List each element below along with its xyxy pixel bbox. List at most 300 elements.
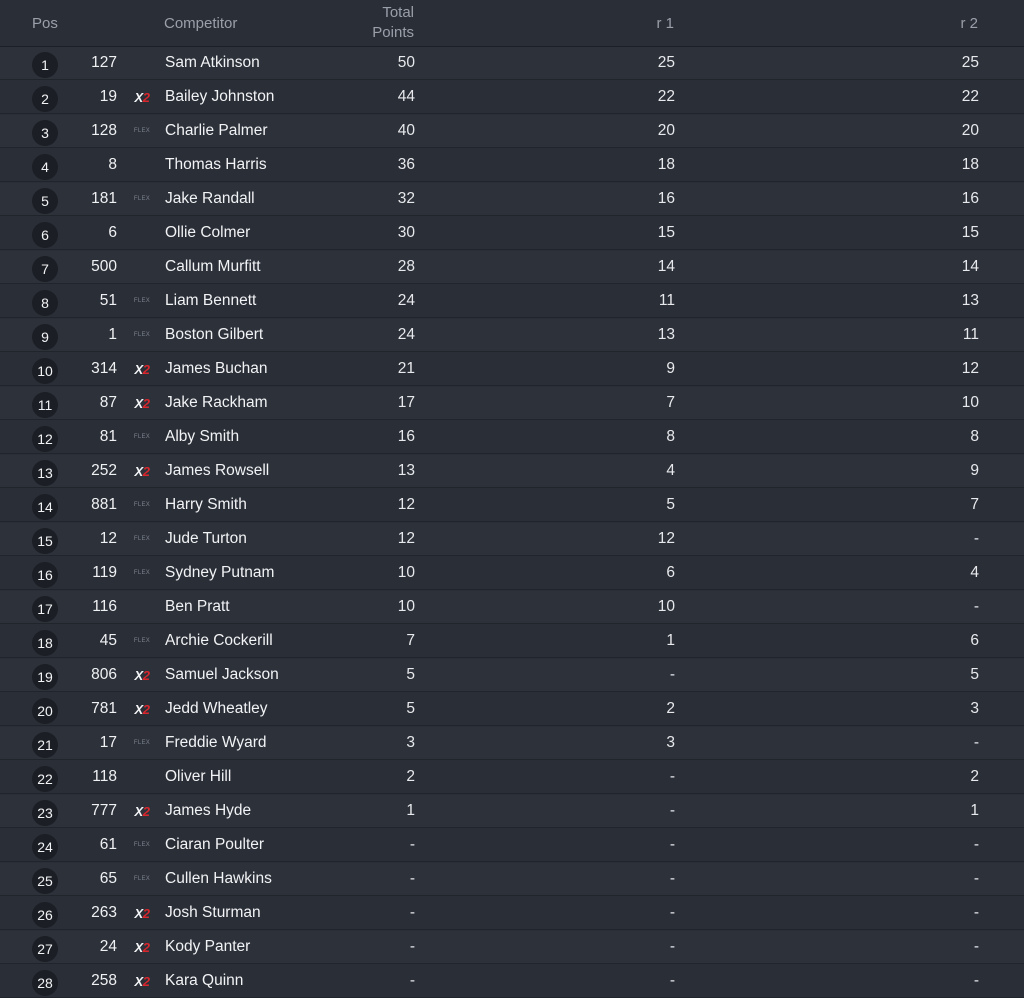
position-cell: [31, 81, 59, 113]
round-1-points: 11: [658, 292, 675, 309]
x2-logo-2: 2: [142, 667, 150, 683]
position-badge: 12: [32, 426, 58, 452]
total-points: 32: [397, 190, 415, 207]
competitor-name[interactable]: Josh Sturman: [165, 904, 261, 921]
x2-logo-x: X: [134, 939, 143, 955]
table-row[interactable]: [0, 115, 1024, 148]
competitor-number: 127: [91, 54, 117, 71]
table-row[interactable]: [0, 829, 1024, 862]
position-cell: [31, 863, 59, 895]
round-2-points: 10: [961, 394, 979, 411]
competitor-number: 881: [91, 496, 117, 513]
total-points: 16: [397, 428, 415, 445]
total-points: 44: [397, 88, 415, 105]
flex-badge-icon: [130, 727, 154, 759]
flex-badge-icon: [130, 285, 154, 317]
table-row[interactable]: [0, 591, 1024, 624]
round-2-points: -: [973, 972, 979, 989]
competitor-name[interactable]: Callum Murfitt: [165, 258, 261, 275]
round-1-points: 4: [666, 462, 675, 479]
total-points: 50: [397, 54, 415, 71]
flex-logo-icon: FLEX: [133, 332, 151, 338]
table-row[interactable]: [0, 931, 1024, 964]
table-row[interactable]: [0, 387, 1024, 420]
total-points: 5: [406, 666, 415, 683]
flex-badge-icon: [130, 319, 154, 351]
position-badge: 1: [32, 52, 58, 78]
round-1-points: -: [669, 666, 675, 683]
x2-logo-icon: [135, 906, 150, 921]
round-1-points: 20: [657, 122, 675, 139]
table-row[interactable]: [0, 625, 1024, 658]
total-points: 17: [397, 394, 415, 411]
flex-badge-icon: [130, 183, 154, 215]
x2-badge-icon: [130, 931, 154, 963]
competitor-name[interactable]: Ben Pratt: [165, 598, 230, 615]
position-cell: [31, 965, 59, 997]
x2-logo-x: X: [134, 395, 143, 411]
round-2-points: 5: [970, 666, 979, 683]
round-1-points: -: [669, 938, 675, 955]
table-row[interactable]: [0, 523, 1024, 556]
total-points: 40: [397, 122, 415, 139]
x2-logo-icon: [135, 974, 150, 989]
round-2-points: 20: [961, 122, 979, 139]
x2-logo-x: X: [134, 89, 143, 105]
round-2-points: 25: [961, 54, 979, 71]
position-badge: 18: [32, 630, 58, 656]
total-points: 36: [397, 156, 415, 173]
competitor-name[interactable]: James Hyde: [165, 802, 252, 819]
table-body: [0, 47, 1024, 998]
position-cell: [31, 183, 59, 215]
total-points: 2: [406, 768, 415, 785]
position-cell: [31, 387, 59, 419]
round-1-points: 13: [657, 326, 675, 343]
competitor-number: 500: [91, 258, 117, 275]
position-badge: 21: [32, 732, 58, 758]
competitor-name[interactable]: Jedd Wheatley: [165, 700, 268, 717]
position-cell: [31, 115, 59, 147]
total-points: -: [409, 972, 415, 989]
competitor-name[interactable]: Ciaran Poulter: [165, 836, 265, 853]
competitor-name[interactable]: Ollie Colmer: [165, 224, 251, 241]
table-row[interactable]: [0, 795, 1024, 828]
position-badge: 4: [32, 154, 58, 180]
competitor-number: 314: [91, 360, 117, 377]
round-1-points: -: [669, 802, 675, 819]
round-1-points: 14: [657, 258, 675, 275]
x2-logo-2: 2: [142, 463, 150, 479]
x2-logo-2: 2: [142, 973, 150, 989]
competitor-number: 51: [99, 292, 117, 309]
round-2-points: 2: [970, 768, 979, 785]
x2-logo-x: X: [134, 463, 143, 479]
position-cell: [31, 659, 59, 691]
round-1-points: 16: [657, 190, 675, 207]
position-badge: 5: [32, 188, 58, 214]
position-badge: 16: [32, 562, 58, 588]
competitor-name[interactable]: Jake Rackham: [165, 394, 268, 411]
header-competitor[interactable]: Competitor: [164, 14, 238, 32]
position-cell: [31, 591, 59, 623]
total-points: 30: [397, 224, 415, 241]
round-1-points: 25: [657, 54, 675, 71]
x2-logo-2: 2: [142, 939, 150, 955]
position-cell: [31, 251, 59, 283]
competitor-number: 8: [108, 156, 117, 173]
position-badge: 26: [32, 902, 58, 928]
round-1-points: 18: [657, 156, 675, 173]
position-cell: [31, 727, 59, 759]
competitor-number: 128: [91, 122, 117, 139]
flex-badge-icon: [130, 421, 154, 453]
competitor-name[interactable]: Bailey Johnston: [165, 88, 275, 105]
competitor-name[interactable]: Oliver Hill: [165, 768, 232, 785]
round-1-points: 9: [666, 360, 675, 377]
position-badge: 28: [32, 970, 58, 996]
round-1-points: 5: [666, 496, 675, 513]
position-cell: [31, 489, 59, 521]
badge-empty: [130, 761, 154, 793]
position-cell: [31, 693, 59, 725]
competitor-number: 12: [99, 530, 117, 547]
position-badge: 17: [32, 596, 58, 622]
position-cell: [31, 795, 59, 827]
round-2-points: -: [973, 870, 979, 887]
badge-empty: [130, 251, 154, 283]
x2-badge-icon: [130, 693, 154, 725]
round-1-points: 6: [666, 564, 675, 581]
header-pos[interactable]: Pos: [32, 14, 58, 32]
x2-badge-icon: [130, 81, 154, 113]
position-badge: 14: [32, 494, 58, 520]
total-points: -: [409, 836, 415, 853]
flex-logo-icon: FLEX: [133, 876, 151, 882]
competitor-number: 61: [99, 836, 117, 853]
round-2-points: 22: [961, 88, 979, 105]
flex-logo-icon: FLEX: [133, 842, 151, 848]
round-2-points: -: [973, 734, 979, 751]
round-2-points: 6: [970, 632, 979, 649]
table-row[interactable]: [0, 149, 1024, 182]
competitor-number: 118: [92, 768, 117, 785]
round-2-points: 14: [961, 258, 979, 275]
round-1-points: -: [669, 836, 675, 853]
badge-empty: [130, 47, 154, 79]
flex-badge-icon: [130, 523, 154, 555]
competitor-name[interactable]: Thomas Harris: [165, 156, 267, 173]
table-row[interactable]: [0, 897, 1024, 930]
x2-badge-icon: [130, 659, 154, 691]
x2-logo-x: X: [134, 973, 143, 989]
round-2-points: 8: [970, 428, 979, 445]
x2-logo-x: X: [134, 905, 143, 921]
competitor-name[interactable]: Alby Smith: [165, 428, 240, 445]
position-badge: 20: [32, 698, 58, 724]
competitor-name[interactable]: James Buchan: [165, 360, 268, 377]
table-row[interactable]: [0, 863, 1024, 896]
competitor-name[interactable]: Sam Atkinson: [165, 54, 260, 71]
position-badge: 11: [32, 392, 58, 418]
table-row[interactable]: [0, 217, 1024, 250]
table-row[interactable]: [0, 285, 1024, 318]
position-badge: 27: [32, 936, 58, 962]
table-row[interactable]: [0, 47, 1024, 80]
x2-logo-icon: [135, 464, 150, 479]
position-cell: [31, 761, 59, 793]
round-2-points: 9: [970, 462, 979, 479]
position-badge: 19: [32, 664, 58, 690]
total-points: 12: [397, 530, 415, 547]
total-points: -: [409, 904, 415, 921]
total-points: 12: [397, 496, 415, 513]
flex-badge-icon: [130, 829, 154, 861]
table-row[interactable]: [0, 455, 1024, 488]
table-header: [0, 0, 1024, 47]
competitor-name[interactable]: Samuel Jackson: [165, 666, 279, 683]
round-2-points: -: [973, 598, 979, 615]
position-cell: [31, 319, 59, 351]
position-badge: 8: [32, 290, 58, 316]
position-badge: 2: [32, 86, 58, 112]
round-2-points: 11: [962, 326, 979, 343]
badge-empty: [130, 591, 154, 623]
competitor-number: 781: [91, 700, 117, 717]
position-badge: 10: [32, 358, 58, 384]
position-cell: [31, 149, 59, 181]
competitor-name[interactable]: Freddie Wyard: [165, 734, 267, 751]
x2-badge-icon: [130, 897, 154, 929]
competitor-number: 19: [99, 88, 117, 105]
position-cell: [31, 421, 59, 453]
position-cell: [31, 285, 59, 317]
competitor-number: 119: [92, 564, 117, 581]
x2-badge-icon: [130, 965, 154, 997]
x2-logo-2: 2: [142, 803, 150, 819]
competitor-name[interactable]: Jake Randall: [165, 190, 255, 207]
x2-logo-2: 2: [142, 361, 150, 377]
position-cell: [31, 557, 59, 589]
round-1-points: -: [669, 904, 675, 921]
competitor-name[interactable]: Kody Panter: [165, 938, 251, 955]
flex-logo-icon: FLEX: [133, 570, 151, 576]
round-1-points: 2: [666, 700, 675, 717]
flex-logo-icon: FLEX: [133, 502, 151, 508]
header-r2[interactable]: r 2: [960, 14, 978, 32]
flex-logo-icon: FLEX: [133, 434, 151, 440]
x2-logo-icon: [135, 362, 150, 377]
table-row[interactable]: [0, 557, 1024, 590]
position-badge: 15: [32, 528, 58, 554]
position-badge: 24: [32, 834, 58, 860]
x2-logo-2: 2: [142, 395, 150, 411]
flex-logo-icon: FLEX: [133, 128, 151, 134]
round-2-points: -: [973, 904, 979, 921]
total-points: 21: [397, 360, 415, 377]
total-points: -: [409, 938, 415, 955]
competitor-number: 87: [99, 394, 117, 411]
x2-logo-2: 2: [142, 89, 150, 105]
competitor-number: 81: [99, 428, 117, 445]
header-r1[interactable]: r 1: [656, 14, 674, 32]
header-total-line1: Total: [382, 4, 414, 21]
badge-empty: [130, 149, 154, 181]
competitor-name[interactable]: Cullen Hawkins: [165, 870, 272, 887]
total-points: 10: [397, 598, 415, 615]
competitor-number: 24: [99, 938, 117, 955]
competitor-number: 252: [91, 462, 117, 479]
round-2-points: 4: [970, 564, 979, 581]
round-2-points: 18: [961, 156, 979, 173]
round-1-points: 1: [666, 632, 675, 649]
competitor-number: 181: [91, 190, 117, 207]
position-cell: [31, 829, 59, 861]
flex-logo-icon: FLEX: [133, 740, 151, 746]
position-badge: 23: [32, 800, 58, 826]
round-2-points: 1: [970, 802, 979, 819]
table-row[interactable]: [0, 761, 1024, 794]
position-cell: [31, 625, 59, 657]
position-badge: 9: [32, 324, 58, 350]
competitor-number: 263: [91, 904, 117, 921]
competitor-name[interactable]: Jude Turton: [165, 530, 247, 547]
total-points: 28: [397, 258, 415, 275]
x2-logo-x: X: [134, 701, 143, 717]
round-1-points: 22: [657, 88, 675, 105]
position-cell: [31, 353, 59, 385]
table-row[interactable]: [0, 353, 1024, 386]
competitor-number: 45: [99, 632, 117, 649]
position-cell: [31, 455, 59, 487]
competitor-name[interactable]: Kara Quinn: [165, 972, 244, 989]
competitor-name[interactable]: Boston Gilbert: [165, 326, 264, 343]
x2-logo-x: X: [134, 361, 143, 377]
round-2-points: 3: [970, 700, 979, 717]
total-points: 3: [406, 734, 415, 751]
competitor-number: 777: [91, 802, 117, 819]
position-badge: 13: [32, 460, 58, 486]
total-points: 10: [397, 564, 415, 581]
round-2-points: -: [973, 836, 979, 853]
table-row[interactable]: [0, 693, 1024, 726]
x2-logo-x: X: [134, 667, 143, 683]
x2-logo-icon: [135, 90, 150, 105]
competitor-number: 6: [108, 224, 117, 241]
total-points: 1: [406, 802, 415, 819]
header-total-line2: Points: [372, 24, 414, 41]
competitor-number: 116: [92, 598, 117, 615]
table-row[interactable]: [0, 965, 1024, 998]
table-row[interactable]: [0, 489, 1024, 522]
position-cell: [31, 931, 59, 963]
x2-logo-icon: [135, 396, 150, 411]
competitor-number: 65: [99, 870, 117, 887]
header-total-points[interactable]: [334, 0, 414, 46]
round-1-points: 8: [666, 428, 675, 445]
badge-empty: [130, 217, 154, 249]
round-1-points: 7: [666, 394, 675, 411]
x2-logo-icon: [135, 668, 150, 683]
round-2-points: -: [973, 938, 979, 955]
x2-logo-x: X: [134, 803, 143, 819]
position-cell: [31, 47, 59, 79]
x2-logo-icon: [135, 804, 150, 819]
total-points: 13: [397, 462, 415, 479]
x2-badge-icon: [130, 353, 154, 385]
round-2-points: 12: [961, 360, 979, 377]
total-points: 24: [397, 326, 415, 343]
flex-logo-icon: FLEX: [133, 638, 151, 644]
table-row[interactable]: [0, 727, 1024, 760]
round-2-points: 15: [961, 224, 979, 241]
position-cell: [31, 897, 59, 929]
round-2-points: -: [973, 530, 979, 547]
total-points: 24: [397, 292, 415, 309]
flex-badge-icon: [130, 625, 154, 657]
x2-logo-icon: [135, 940, 150, 955]
flex-badge-icon: [130, 115, 154, 147]
competitor-number: 258: [91, 972, 117, 989]
x2-badge-icon: [130, 387, 154, 419]
x2-badge-icon: [130, 795, 154, 827]
table-row[interactable]: [0, 319, 1024, 352]
round-1-points: -: [669, 972, 675, 989]
flex-badge-icon: [130, 863, 154, 895]
competitor-name[interactable]: Sydney Putnam: [165, 564, 275, 581]
table-row[interactable]: [0, 659, 1024, 692]
position-badge: 25: [32, 868, 58, 894]
round-2-points: 7: [970, 496, 979, 513]
table-row[interactable]: [0, 251, 1024, 284]
competitor-name[interactable]: Harry Smith: [165, 496, 247, 513]
round-2-points: 13: [961, 292, 979, 309]
flex-logo-icon: FLEX: [133, 298, 151, 304]
flex-badge-icon: [130, 489, 154, 521]
position-cell: [31, 217, 59, 249]
table-row[interactable]: [0, 421, 1024, 454]
position-badge: 22: [32, 766, 58, 792]
competitor-number: 17: [99, 734, 117, 751]
round-1-points: -: [669, 768, 675, 785]
total-points: 5: [406, 700, 415, 717]
competitor-number: 1: [108, 326, 117, 343]
table-row[interactable]: [0, 81, 1024, 114]
competitor-name[interactable]: Charlie Palmer: [165, 122, 268, 139]
competitor-number: 806: [91, 666, 117, 683]
table-row[interactable]: [0, 183, 1024, 216]
round-2-points: 16: [961, 190, 979, 207]
round-1-points: 3: [666, 734, 675, 751]
total-points: 7: [406, 632, 415, 649]
round-1-points: 15: [657, 224, 675, 241]
x2-logo-icon: [135, 702, 150, 717]
position-cell: [31, 523, 59, 555]
flex-badge-icon: [130, 557, 154, 589]
total-points: -: [409, 870, 415, 887]
competitor-name[interactable]: Liam Bennett: [165, 292, 257, 309]
flex-logo-icon: FLEX: [133, 196, 151, 202]
flex-logo-icon: FLEX: [133, 536, 151, 542]
position-badge: 6: [32, 222, 58, 248]
x2-logo-2: 2: [142, 905, 150, 921]
competitor-name[interactable]: Archie Cockerill: [165, 632, 273, 649]
position-badge: 7: [32, 256, 58, 282]
position-badge: 3: [32, 120, 58, 146]
round-1-points: -: [669, 870, 675, 887]
competitor-name[interactable]: James Rowsell: [165, 462, 270, 479]
x2-badge-icon: [130, 455, 154, 487]
